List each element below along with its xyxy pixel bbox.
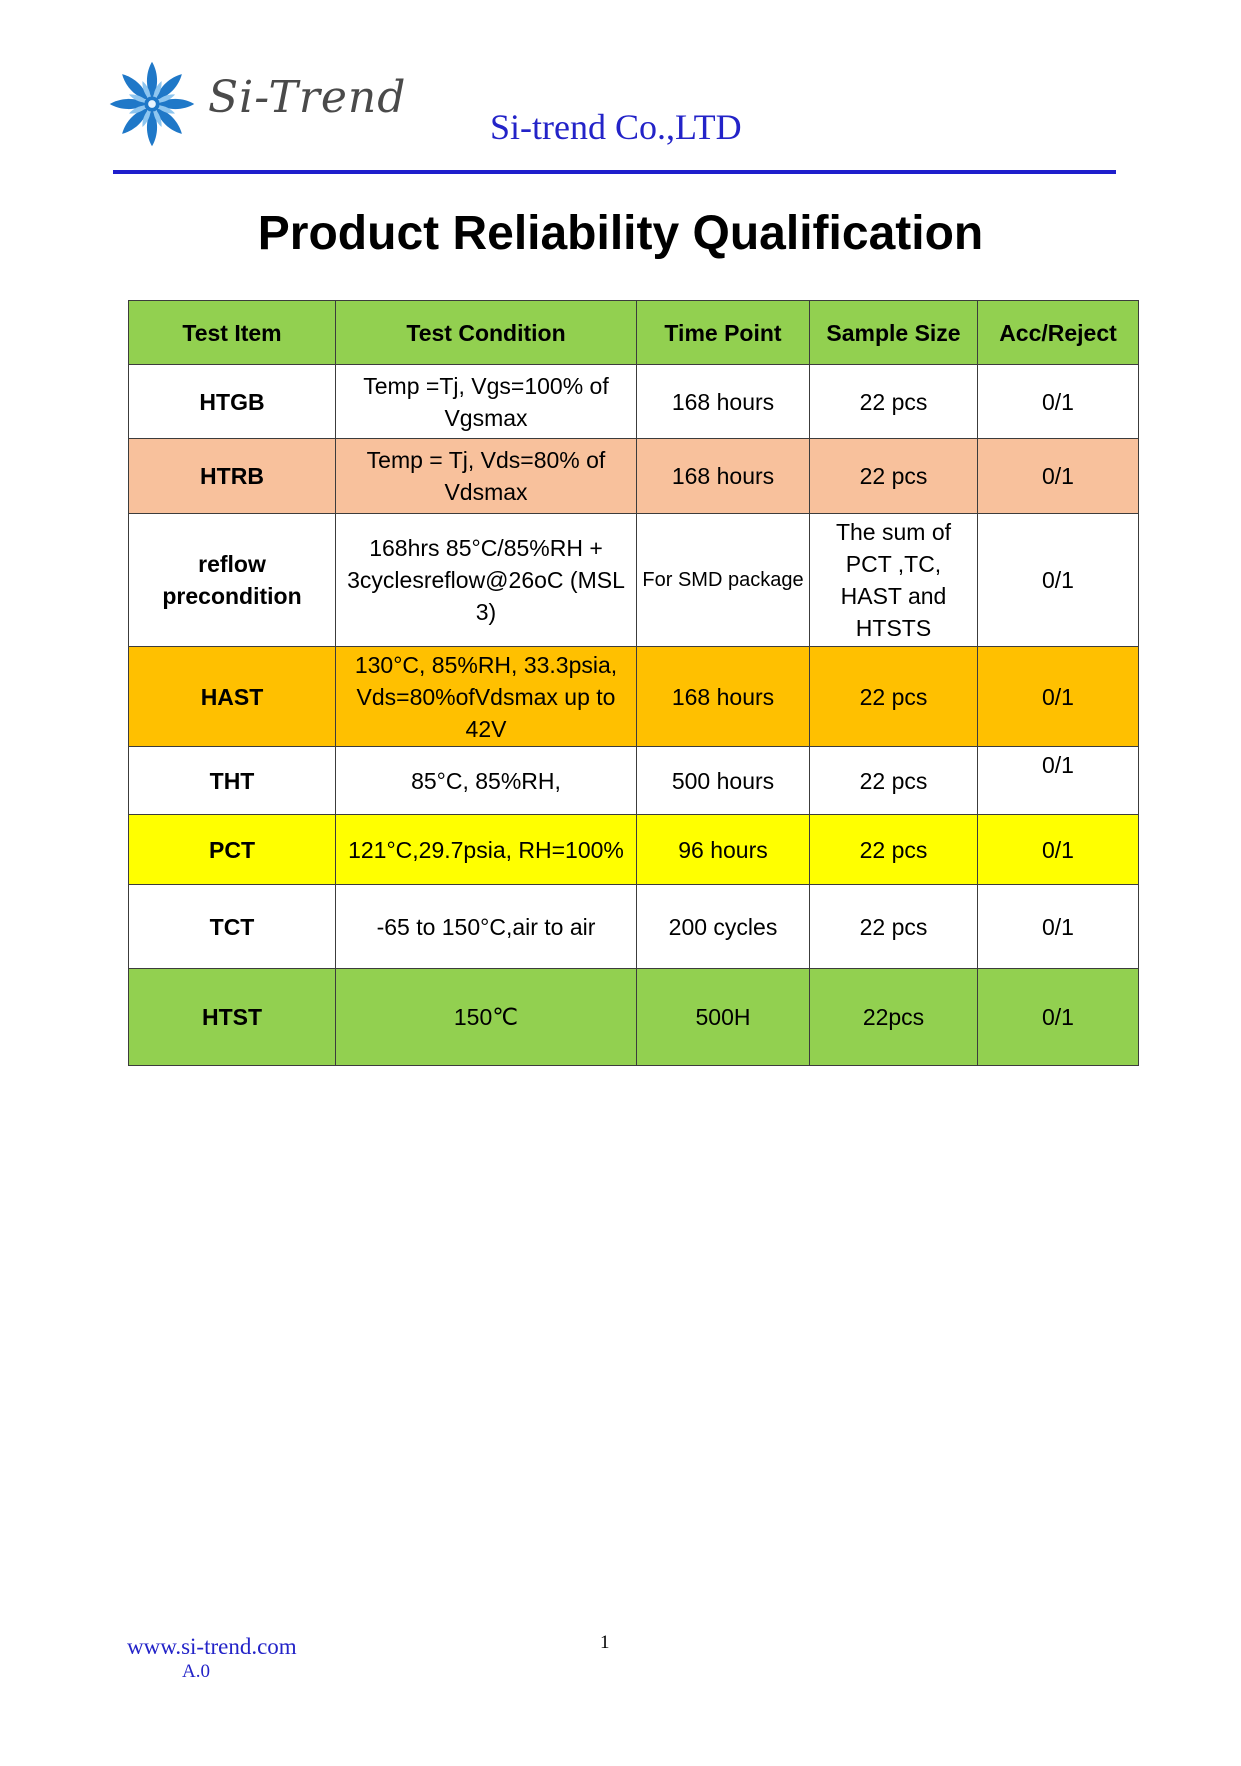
table-row bbox=[129, 969, 1139, 1066]
table-row bbox=[129, 514, 1139, 647]
company-name: Si-trend Co.,LTD bbox=[490, 107, 742, 147]
cell-time-point: For SMD package bbox=[637, 514, 810, 647]
cell-sample-size: 22 pcs bbox=[810, 439, 978, 514]
table-row bbox=[129, 439, 1139, 514]
table-row bbox=[129, 365, 1139, 439]
cell-time-point: 500 hours bbox=[637, 747, 810, 815]
cell-test-condition: -65 to 150°C,air to air bbox=[336, 885, 637, 969]
cell-test-item: TCT bbox=[129, 885, 336, 969]
cell-acc-reject: 0/1 bbox=[978, 365, 1139, 439]
cell-time-point: 168 hours bbox=[637, 439, 810, 514]
cell-time-point: 168 hours bbox=[637, 365, 810, 439]
cell-time-point: 168 hours bbox=[637, 647, 810, 747]
cell-test-item: reflow precondition bbox=[129, 514, 336, 647]
cell-test-condition: 121°C,29.7psia, RH=100% bbox=[336, 815, 637, 885]
cell-test-condition: 150℃ bbox=[336, 969, 637, 1066]
cell-acc-reject: 0/1 bbox=[978, 885, 1139, 969]
cell-sample-size: 22 pcs bbox=[810, 885, 978, 969]
cell-acc-reject: 0/1 bbox=[978, 815, 1139, 885]
cell-acc-reject: 0/1 bbox=[978, 439, 1139, 514]
flower-logo-icon bbox=[104, 56, 200, 152]
cell-sample-size: 22 pcs bbox=[810, 365, 978, 439]
cell-acc-reject: 0/1 bbox=[978, 969, 1139, 1066]
header-divider bbox=[113, 170, 1116, 174]
footer-website-link[interactable]: www.si-trend.com bbox=[127, 1634, 297, 1659]
cell-test-item: HTGB bbox=[129, 365, 336, 439]
cell-acc-reject: 0/1 bbox=[978, 514, 1139, 647]
page-title: Product Reliability Qualification bbox=[257, 207, 984, 260]
cell-test-condition: Temp = Tj, Vds=80% of Vdsmax bbox=[336, 439, 637, 514]
table-header-row bbox=[129, 301, 1139, 365]
cell-test-item: PCT bbox=[129, 815, 336, 885]
cell-sample-size: 22 pcs bbox=[810, 815, 978, 885]
cell-time-point: 96 hours bbox=[637, 815, 810, 885]
qualification-table bbox=[128, 300, 1139, 1066]
column-header-acc-reject: Acc/Reject bbox=[978, 301, 1139, 365]
logo-wordmark: Si-Trend bbox=[208, 72, 407, 123]
table-row bbox=[129, 885, 1139, 969]
cell-sample-size: 22 pcs bbox=[810, 647, 978, 747]
cell-acc-reject: 0/1 bbox=[978, 647, 1139, 747]
cell-test-item: HTRB bbox=[129, 439, 336, 514]
cell-sample-size: The sum of PCT ,TC, HAST and HTSTS bbox=[810, 514, 978, 647]
cell-time-point: 500H bbox=[637, 969, 810, 1066]
cell-acc-reject: 0/1 bbox=[978, 747, 1139, 815]
footer-revision: A.0 bbox=[182, 1661, 210, 1682]
cell-sample-size: 22 pcs bbox=[810, 747, 978, 815]
cell-sample-size: 22pcs bbox=[810, 969, 978, 1066]
table-row bbox=[129, 747, 1139, 815]
cell-test-item: THT bbox=[129, 747, 336, 815]
column-header-sample-size: Sample Size bbox=[810, 301, 978, 365]
cell-test-item: HAST bbox=[129, 647, 336, 747]
cell-test-condition: Temp =Tj, Vgs=100% of Vgsmax bbox=[336, 365, 637, 439]
company-logo bbox=[104, 56, 434, 156]
column-header-time-point: Time Point bbox=[637, 301, 810, 365]
cell-test-condition: 130°C, 85%RH, 33.3psia, Vds=80%ofVdsmax up to 42V bbox=[336, 647, 637, 747]
cell-time-point: 200 cycles bbox=[637, 885, 810, 969]
table-row bbox=[129, 647, 1139, 747]
page-number: 1 bbox=[600, 1632, 610, 1653]
column-header-test-item: Test Item bbox=[129, 301, 336, 365]
cell-test-condition: 168hrs 85°C/85%RH + 3cyclesreflow@26oC (MSL 3) bbox=[336, 514, 637, 647]
cell-test-condition: 85°C, 85%RH, bbox=[336, 747, 637, 815]
table-row bbox=[129, 815, 1139, 885]
cell-test-item: HTST bbox=[129, 969, 336, 1066]
column-header-test-condition: Test Condition bbox=[336, 301, 637, 365]
